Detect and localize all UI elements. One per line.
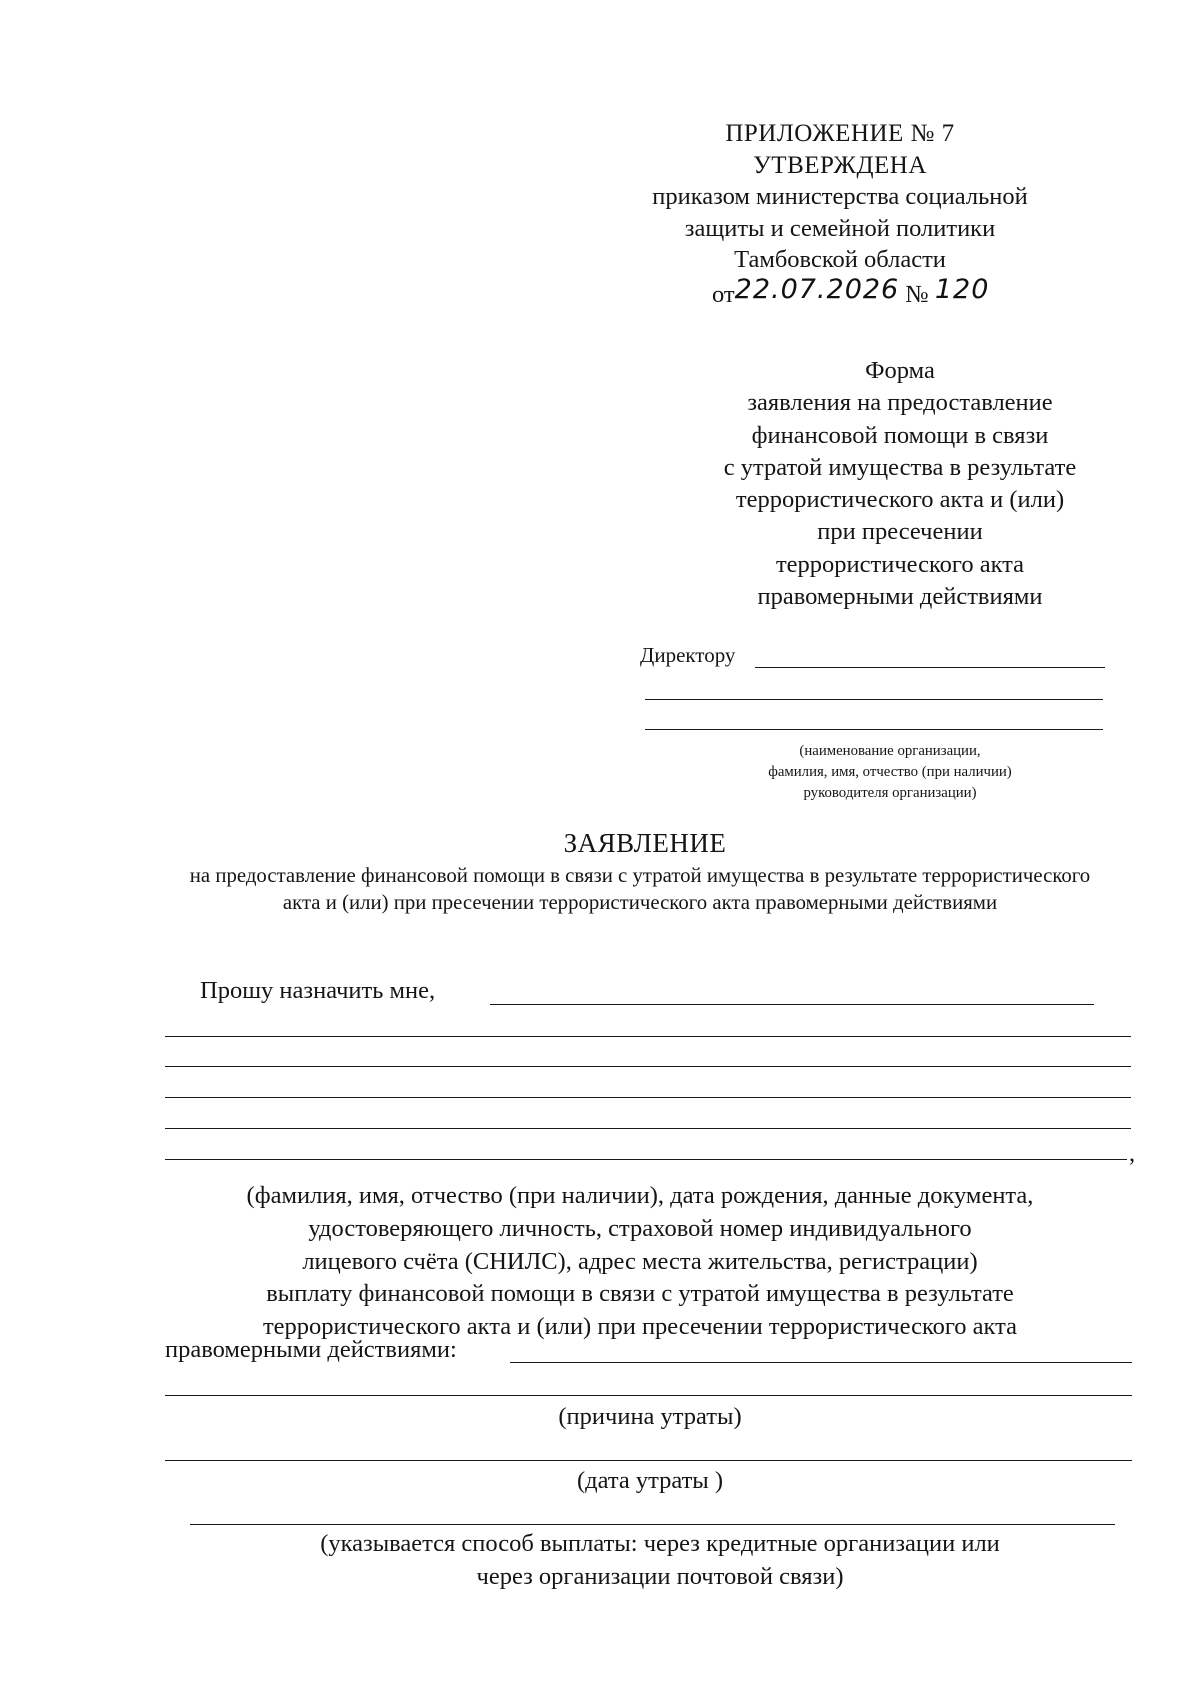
applicant-field-line-1[interactable] — [165, 1036, 1131, 1037]
order-date-line — [712, 274, 990, 318]
addressee-field-line-1[interactable] — [755, 667, 1105, 668]
request-text: Прошу назначить мне, — [200, 977, 436, 1004]
loss-reason-caption: (причина утраты) — [558, 1403, 742, 1430]
addressee-label: Директору — [640, 643, 736, 667]
applicant-field-line-3[interactable] — [165, 1097, 1131, 1098]
fields-note-line: (фамилия, имя, отчество (при наличии), дата рождения, данные документа, — [246, 1182, 1034, 1209]
justification-field-line-1[interactable] — [510, 1362, 1132, 1363]
form-title-line: финансовой помощи в связи — [751, 421, 1049, 449]
request-field-line[interactable] — [490, 1004, 1094, 1005]
trailing-comma: , — [1129, 1140, 1136, 1167]
addressee-block — [640, 643, 1110, 733]
form-title-line: с утратой имущества в результате — [723, 453, 1077, 481]
approval-order-line-3: Тамбовской области — [734, 246, 946, 273]
fields-note-line: удостоверяющего личность, страховой номер индивидуального — [308, 1214, 972, 1242]
approval-block — [570, 118, 1110, 276]
addressee-note-line: руководителя организации) — [803, 785, 977, 801]
declaration-subtitle: на предоставление финансовой помощи в связи с утратой имущества в результате террористического акта и (или) при пресечении террористического акта правомерными действиями — [189, 864, 1091, 914]
handwritten-number: 120 — [934, 274, 990, 305]
justification-field-line-2[interactable] — [165, 1395, 1132, 1396]
fields-note-line: выплату финансовой помощи в связи с утратой имущества в результате — [266, 1280, 1014, 1308]
approved-label: УТВЕРЖДЕНА — [753, 151, 927, 179]
loss-date-caption: (дата утраты ) — [576, 1467, 724, 1494]
payment-method-note — [160, 1527, 1160, 1593]
payment-note-line: (указывается способ выплаты: через кредитные организации или — [320, 1530, 1000, 1557]
form-title-line: при пресечении — [817, 518, 983, 546]
handwritten-date: 22.07.2026 — [734, 274, 900, 305]
form-title-line: Форма — [865, 357, 935, 384]
form-title-line: террористического акта — [775, 550, 1025, 578]
payment-method-field-line[interactable] — [190, 1524, 1115, 1525]
form-title-line: заявления на предоставление — [747, 389, 1053, 417]
addressee-note-line: фамилия, имя, отчество (при наличии) — [768, 764, 1012, 780]
addressee-field-line-2[interactable] — [645, 699, 1103, 700]
fields-note-line: лицевого счёта (СНИЛС), адрес места жительства, регистрации) — [302, 1247, 978, 1275]
form-title-line: террористического акта и (или) — [735, 486, 1065, 514]
approval-order-line-2: защиты и семейной политики — [684, 214, 996, 242]
date-prefix: от — [712, 281, 735, 308]
applicant-field-line-5[interactable] — [165, 1159, 1127, 1160]
approval-order-line-1: приказом министерства социальной — [652, 183, 1028, 210]
applicant-field-line-2[interactable] — [165, 1066, 1131, 1067]
declaration-title: ЗАЯВЛЕНИЕ — [563, 828, 727, 858]
addressee-note — [690, 741, 1090, 804]
payment-note-line: через организации почтовой связи) — [476, 1563, 844, 1590]
fields-note-line: террористического акта и (или) при пресечении террористического акта — [262, 1313, 1018, 1341]
addressee-note-line: (наименование организации, — [799, 743, 981, 759]
appendix-number: ПРИЛОЖЕНИЕ № 7 — [725, 120, 955, 147]
applicant-field-line-4[interactable] — [165, 1128, 1131, 1129]
applicant-fields-note — [150, 1180, 1130, 1344]
loss-date-field-line[interactable] — [165, 1460, 1132, 1461]
number-sign: № — [905, 281, 929, 308]
addressee-field-line-3[interactable] — [645, 729, 1103, 730]
justification-label: правомерными действиями: — [165, 1336, 457, 1363]
form-title-block — [660, 355, 1140, 613]
form-title-line: правомерными действиями — [757, 583, 1043, 611]
